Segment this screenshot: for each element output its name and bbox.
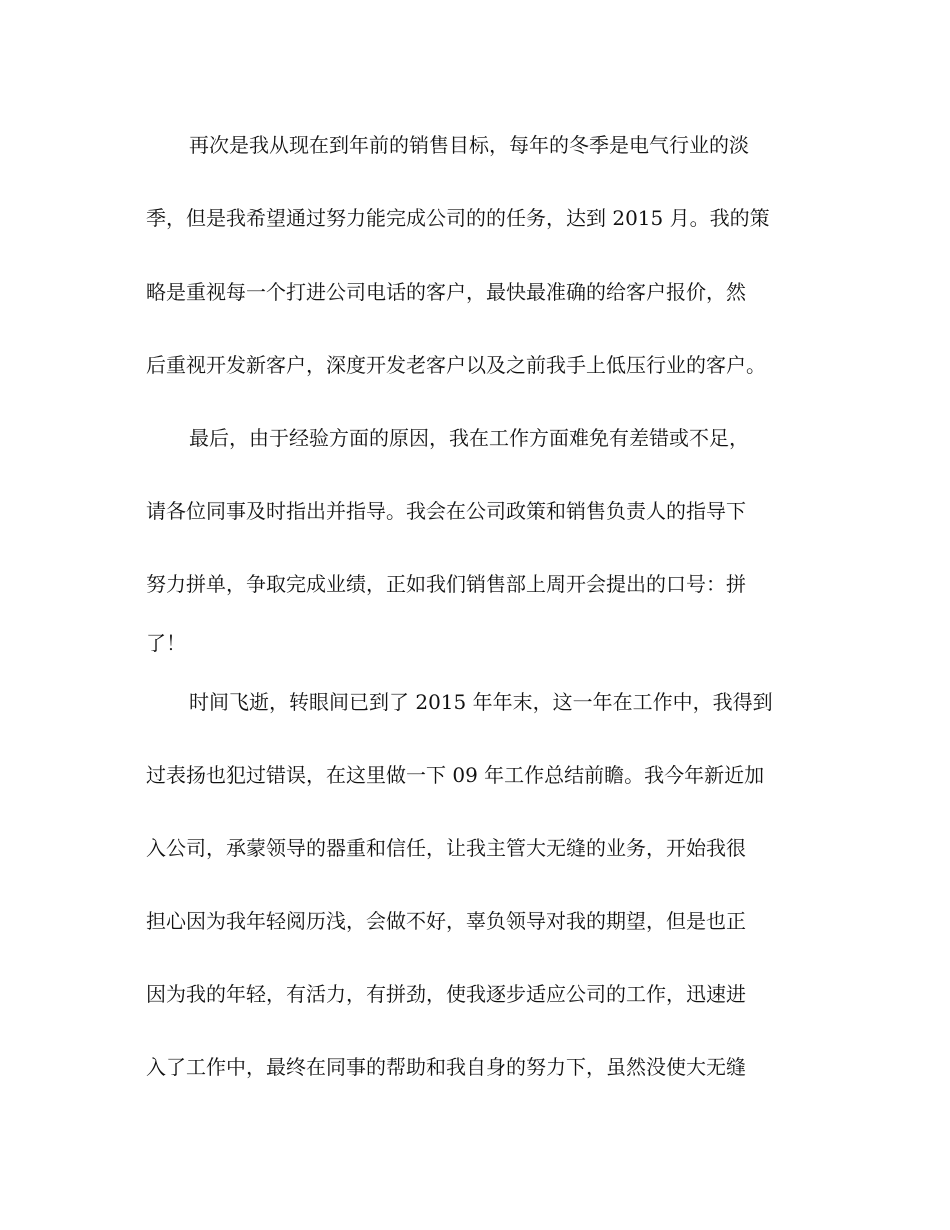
text-line: 努力拼单，争取完成业绩，正如我们销售部上周开会提出的口号：拼 — [146, 572, 746, 596]
text-line: 了！ — [146, 631, 186, 655]
text-line: 请各位同事及时指出并指导。我会在公司政策和销售负责人的指导下 — [146, 499, 746, 523]
text-line: 担心因为我年轻阅历浅，会做不好，辜负领导对我的期望，但是也正 — [146, 909, 746, 933]
text-line: 过表扬也犯过错误，在这里做一下 09 年工作总结前瞻。我今年新近加 — [146, 763, 765, 787]
text-line: 入了工作中，最终在同事的帮助和我自身的努力下，虽然没使大无缝 — [146, 1055, 746, 1079]
text-line: 再次是我从现在到年前的销售目标，每年的冬季是电气行业的淡 — [189, 133, 749, 157]
text-line: 入公司，承蒙领导的器重和信任，让我主管大无缝的业务，开始我很 — [146, 836, 746, 860]
text-line: 最后，由于经验方面的原因，我在工作方面难免有差错或不足， — [189, 426, 749, 450]
text-line: 后重视开发新客户，深度开发老客户以及之前我手上低压行业的客户。 — [146, 353, 766, 377]
text-line: 时间飞逝，转眼间已到了 2015 年年末，这一年在工作中，我得到 — [189, 690, 773, 714]
text-line: 季，但是我希望通过努力能完成公司的的任务，达到 2015 月。我的策 — [146, 206, 770, 230]
text-line: 因为我的年轻，有活力，有拼劲，使我逐步适应公司的工作，迅速进 — [146, 982, 746, 1006]
text-line: 略是重视每一个打进公司电话的客户，最快最准确的给客户报价，然 — [146, 280, 746, 304]
